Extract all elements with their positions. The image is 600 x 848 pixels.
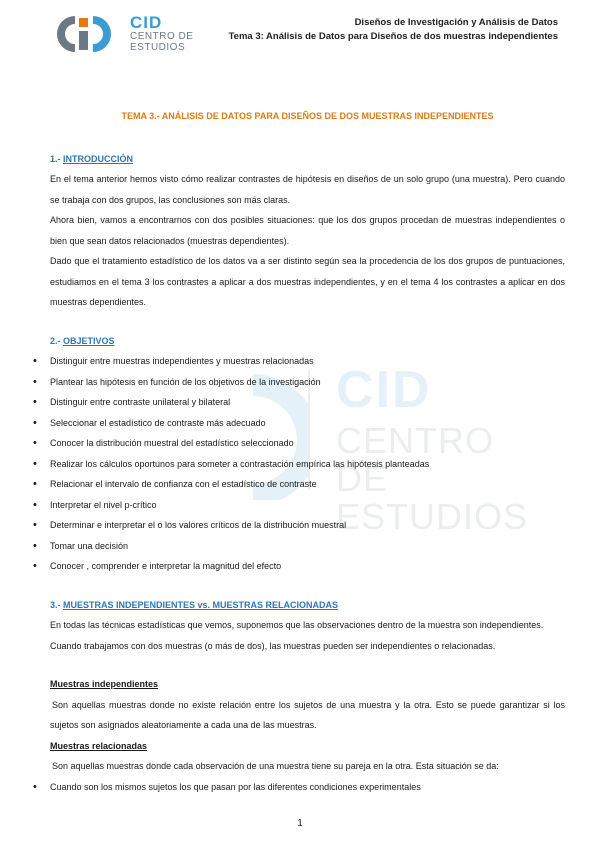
list-item: • Cuando son los mismos sujetos los que pasan por las diferentes condiciones experimentales <box>50 777 565 798</box>
list-item: • Distinguir entre muestras independientes y muestras relacionadas <box>50 351 565 372</box>
header-course: Diseños de Investigación y Análisis de Datos <box>354 17 558 28</box>
paragraph: Ahora bien, vamos a encontrarnos con dos posibles situaciones: que los dos grupos procedan de muestras independientes o bien que sean datos relacionados (muestras dependientes). <box>50 215 565 246</box>
section-heading-intro: 1.- INTRODUCCIÓN <box>50 153 134 164</box>
logo-name: CID <box>130 13 163 32</box>
list-item: • Realizar los cálculos oportunos para someter a contrastación empírica las hipótesis planteadas <box>50 454 565 475</box>
subheading-relacionadas: Muestras relacionadas <box>50 740 148 751</box>
related-conditions-list <box>50 777 565 798</box>
paragraph: Son aquellas muestras donde cada observación de una muestra tiene su pareja en la otra. Esta situación se da: <box>52 761 499 771</box>
header-topic: Tema 3: Análisis de Datos para Diseños de dos muestras independientes <box>228 31 558 42</box>
section-heading-objetivos: 2.- OBJETIVOS <box>50 335 115 346</box>
list-item: • Conocer la distribución muestral del estadístico seleccionado <box>50 433 565 454</box>
list-item: • Relacionar el intervalo de confianza con el estadístico de contraste <box>50 474 565 495</box>
logo-wordmark <box>130 14 193 53</box>
paragraph: En el tema anterior hemos visto cómo realizar contrastes de hipótesis en diseños de un solo grupo (una muestra). Pero cuando se trabaja con dos grupos, las conclusiones son más claras. <box>50 174 565 205</box>
watermark-logo: CID CENTRO DE ESTUDIOS <box>248 360 548 510</box>
paragraph: Son aquellas muestras donde no existe relación entre los sujetos de una muestra y la otra. Esto se puede garantizar si los sujetos son asignados aleatoriamente a cada una de las muestras. <box>50 699 565 730</box>
running-header <box>229 16 558 44</box>
document-body <box>50 106 565 797</box>
list-item: • Interpretar el nivel p-crítico <box>50 495 565 516</box>
cid-logo-icon <box>53 14 123 54</box>
objectives-list <box>50 351 565 577</box>
page-number: 1 <box>297 818 303 829</box>
list-item: • Tomar una decisión <box>50 536 565 557</box>
list-item: • Distinguir entre contraste unilateral y bilateral <box>50 392 565 413</box>
paragraph: Cuando trabajamos con dos muestras (o más de dos), las muestras pueden ser independientes o relacionadas. <box>50 640 496 651</box>
section-heading-muestras: 3.- MUESTRAS INDEPENDIENTES vs. MUESTRAS RELACIONADAS <box>50 599 339 610</box>
list-item: • Conocer , comprender e interpretar la magnitud del efecto <box>50 556 565 577</box>
document-title: TEMA 3.- ANÁLISIS DE DATOS PARA DISEÑOS DE DOS MUESTRAS INDEPENDIENTES <box>121 111 494 121</box>
list-item: • Seleccionar el estadístico de contraste más adecuado <box>50 413 565 434</box>
logo-subtitle-2: ESTUDIOS <box>130 42 186 53</box>
paragraph: En todas las técnicas estadísticas que vemos, suponemos que las observaciones dentro de la muestra son independientes. <box>50 620 544 630</box>
subheading-independientes: Muestras independientes <box>50 679 159 689</box>
list-item: • Determinar e interpretar el o los valores críticos de la distribución muestral <box>50 515 565 536</box>
paragraph: Dado que el tratamiento estadístico de los datos va a ser distinto según sea la procedencia de los dos grupos de puntuaciones, estudiamos en el tema 3 los contrastes a aplicar a dos muestras independientes, y en el tema 4 los contrastes a aplicar en dos muestras dependientes. <box>50 256 565 307</box>
list-item: • Plantear las hipótesis en función de los objetivos de la investigación <box>50 372 565 393</box>
logo-subtitle-1: CENTRO DE <box>130 31 194 42</box>
